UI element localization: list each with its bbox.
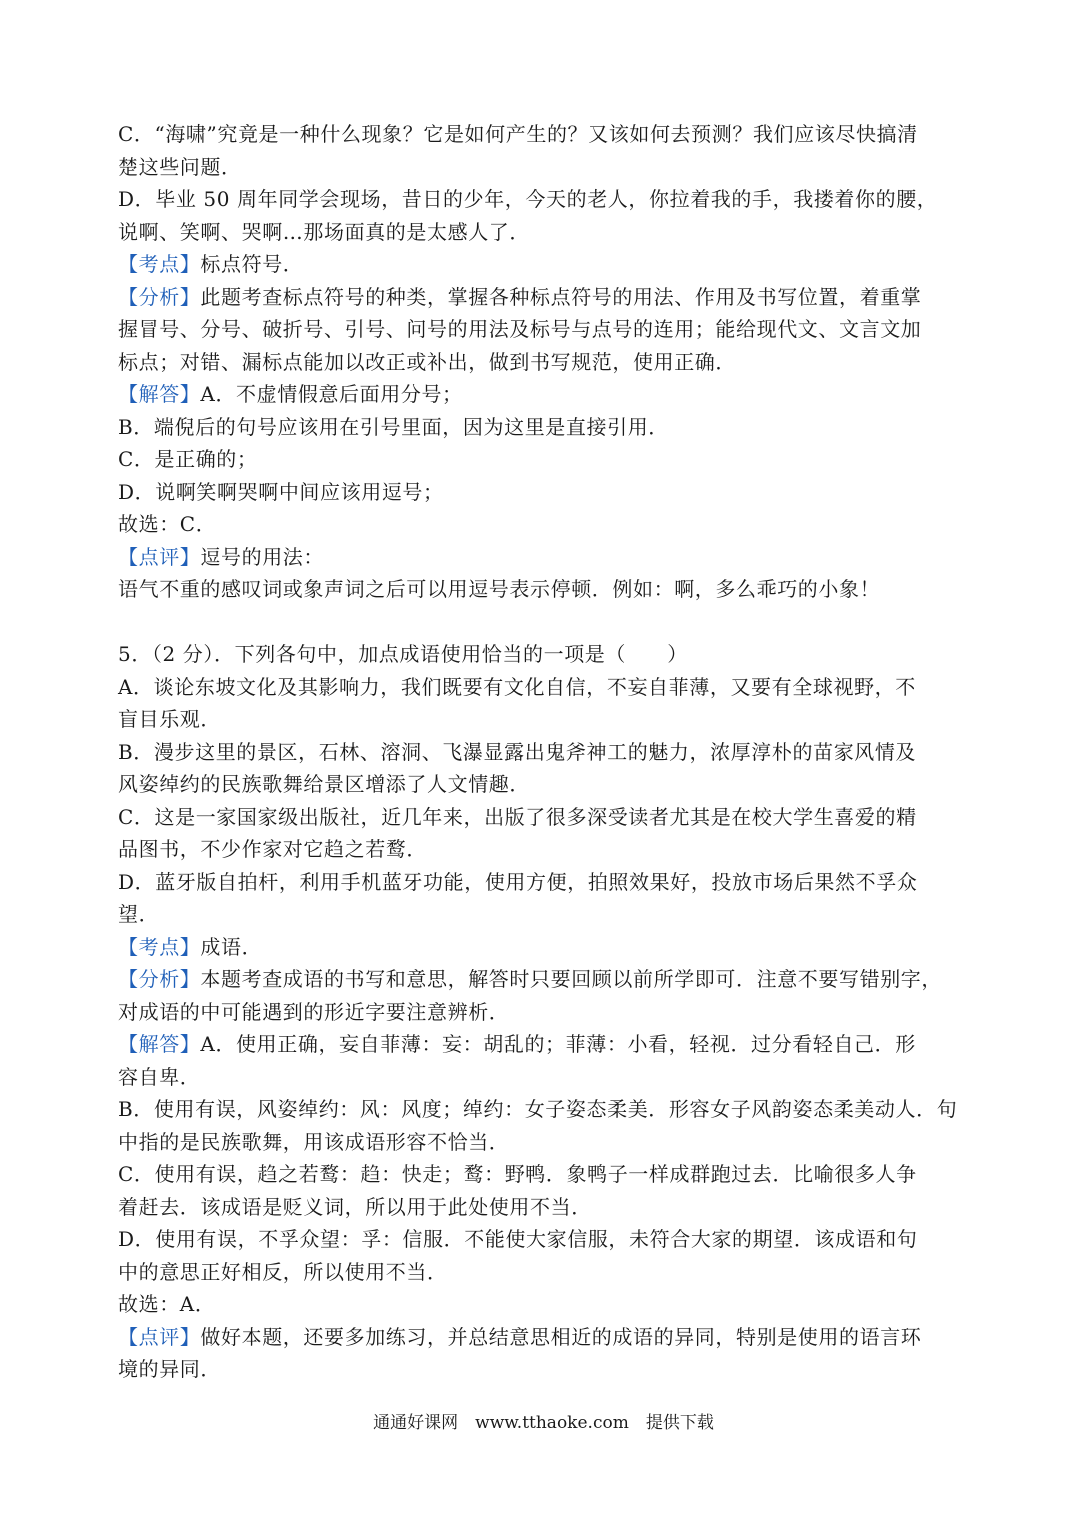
q4-jieda-c: C．是正确的；	[118, 447, 258, 471]
q4-option-d-line2: 说啊、笑啊、哭啊…那场面真的是太感人了．	[118, 219, 530, 244]
q5-answer: 故选：A．	[118, 1292, 216, 1316]
q4-answer: 故选：C．	[118, 512, 217, 536]
q4-dianping	[118, 541, 970, 574]
q5-dianping-line1	[118, 1321, 970, 1354]
q4-option-d-line1: D．毕业 50 周年同学会现场，昔日的少年，今天的老人，你拉着我的手，我搂着你的腰，	[118, 187, 938, 211]
kaodian-tag: 【考点】	[118, 252, 201, 276]
document-body	[118, 118, 970, 1386]
kaodian-text: 标点符号．	[200, 252, 304, 276]
q5-option-d-line1: D．蓝牙版自拍杆，利用手机蓝牙功能，使用方便，拍照效果好，投放市场后果然不孚众	[118, 869, 918, 894]
q5-fenxi-line1	[118, 963, 970, 996]
q5-option-d-line2: 望．	[118, 902, 160, 926]
q5-fenxi-line2: 对成语的中可能遇到的形近字要注意辨析．	[118, 999, 510, 1024]
q4-option-c-line1: C．“海啸”究竟是一种什么现象？它是如何产生的？又该如何去预测？我们应该尽快搞清	[118, 122, 918, 146]
q5-jieda-c-line1: C．使用有误，趋之若鹜：趋：快走；鹜：野鸭．象鸭子一样成群跑过去．比喻很多人争	[118, 1162, 917, 1186]
dianping-tag: 【点评】	[118, 1324, 201, 1349]
q5-jieda-c-line2: 着赶去．该成语是贬义词，所以用于此处使用不当．	[118, 1194, 592, 1219]
fenxi-tag: 【分析】	[118, 967, 201, 991]
jieda-tag: 【解答】	[118, 382, 201, 406]
dianping-text: 做好本题，还要多加练习，并总结意思相近的成语的异同，特别是使用的语言环	[200, 1324, 922, 1349]
kaodian-text: 成语．	[200, 934, 263, 959]
section-gap	[118, 606, 970, 639]
q5-jieda-b-line1: B．使用有误，风姿绰约：风：风度；绰约：女子姿态柔美．形容女子风韵姿态柔美动人．句	[118, 1097, 958, 1121]
q4-option-c-line2: 楚这些问题．	[118, 154, 242, 179]
q4-jieda-d: D．说啊笑啊哭啊中间应该用逗号；	[118, 479, 444, 504]
q5-jieda-d-line2: 中的意思正好相反，所以使用不当．	[118, 1259, 448, 1284]
q5-jieda-b-line2: 中指的是民族歌舞，用该成语形容不恰当．	[118, 1129, 510, 1154]
q5-kaodian	[118, 931, 970, 964]
jieda-tag: 【解答】	[118, 1032, 201, 1056]
fenxi-text: 此题考查标点符号的种类，掌握各种标点符号的用法、作用及书写位置，着重掌	[200, 284, 922, 309]
q4-fenxi-line2: 握冒号、分号、破折号、引号、问号的用法及标号与点号的连用；能给现代文、文言文加	[118, 317, 922, 341]
dianping-text: 逗号的用法：	[200, 544, 325, 569]
q5-option-b-line2: 风姿绰约的民族歌舞给景区增添了人文情趣．	[118, 772, 530, 796]
q4-fenxi-line1	[118, 281, 970, 314]
q4-kaodian	[118, 248, 970, 281]
q5-option-a-line1: A．谈论东坡文化及其影响力，我们既要有文化自信，不妄自菲薄，又要有全球视野，不	[118, 674, 916, 699]
q5-option-c-line1: C．这是一家国家级出版社，近几年来，出版了很多深受读者尤其是在校大学生喜爱的精	[118, 804, 917, 829]
q5-option-b-line1: B．漫步这里的景区，石林、溶洞、飞瀑显露出鬼斧神工的魅力，浓厚淳朴的苗家风情及	[118, 739, 917, 764]
q4-jieda-a	[118, 378, 970, 411]
q4-jieda-b: B．端倪后的句号应该用在引号里面，因为这里是直接引用．	[118, 414, 669, 439]
q5-jieda-d-line1: D．使用有误，不孚众望：孚：信服．不能使大家信服，未符合大家的期望．该成语和句	[118, 1227, 918, 1251]
q5-stem: 5．（2 分）．下列各句中，加点成语使用恰当的一项是（ ）	[118, 642, 688, 666]
jieda-text: A．使用正确，妄自菲薄：妄：胡乱的；菲薄：小看，轻视．过分看轻自己．形	[200, 1032, 916, 1056]
q5-option-c-line2: 品图书，不少作家对它趋之若鹜．	[118, 837, 427, 861]
q5-dianping-line2: 境的异同．	[118, 1357, 221, 1381]
page-footer: 通通好课网 www.tthaoke.com 提供下载	[373, 1413, 714, 1433]
q4-fenxi-line3: 标点；对错、漏标点能加以改正或补出，做到书写规范，使用正确．	[118, 349, 736, 374]
q5-jieda-a-line2: 容自卑．	[118, 1064, 201, 1089]
q5-jieda-a-line1	[118, 1028, 970, 1061]
jieda-text: A．不虚情假意后面用分号；	[200, 382, 463, 406]
q4-dianping-line2: 语气不重的感叹词或象声词之后可以用逗号表示停顿．例如：啊，多么乖巧的小象！	[118, 577, 881, 601]
fenxi-tag: 【分析】	[118, 284, 201, 309]
q5-option-a-line2: 盲目乐观．	[118, 707, 221, 731]
kaodian-tag: 【考点】	[118, 934, 201, 959]
fenxi-text: 本题考查成语的书写和意思，解答时只要回顾以前所学即可．注意不要写错别字，	[200, 967, 943, 991]
dianping-tag: 【点评】	[118, 544, 201, 569]
